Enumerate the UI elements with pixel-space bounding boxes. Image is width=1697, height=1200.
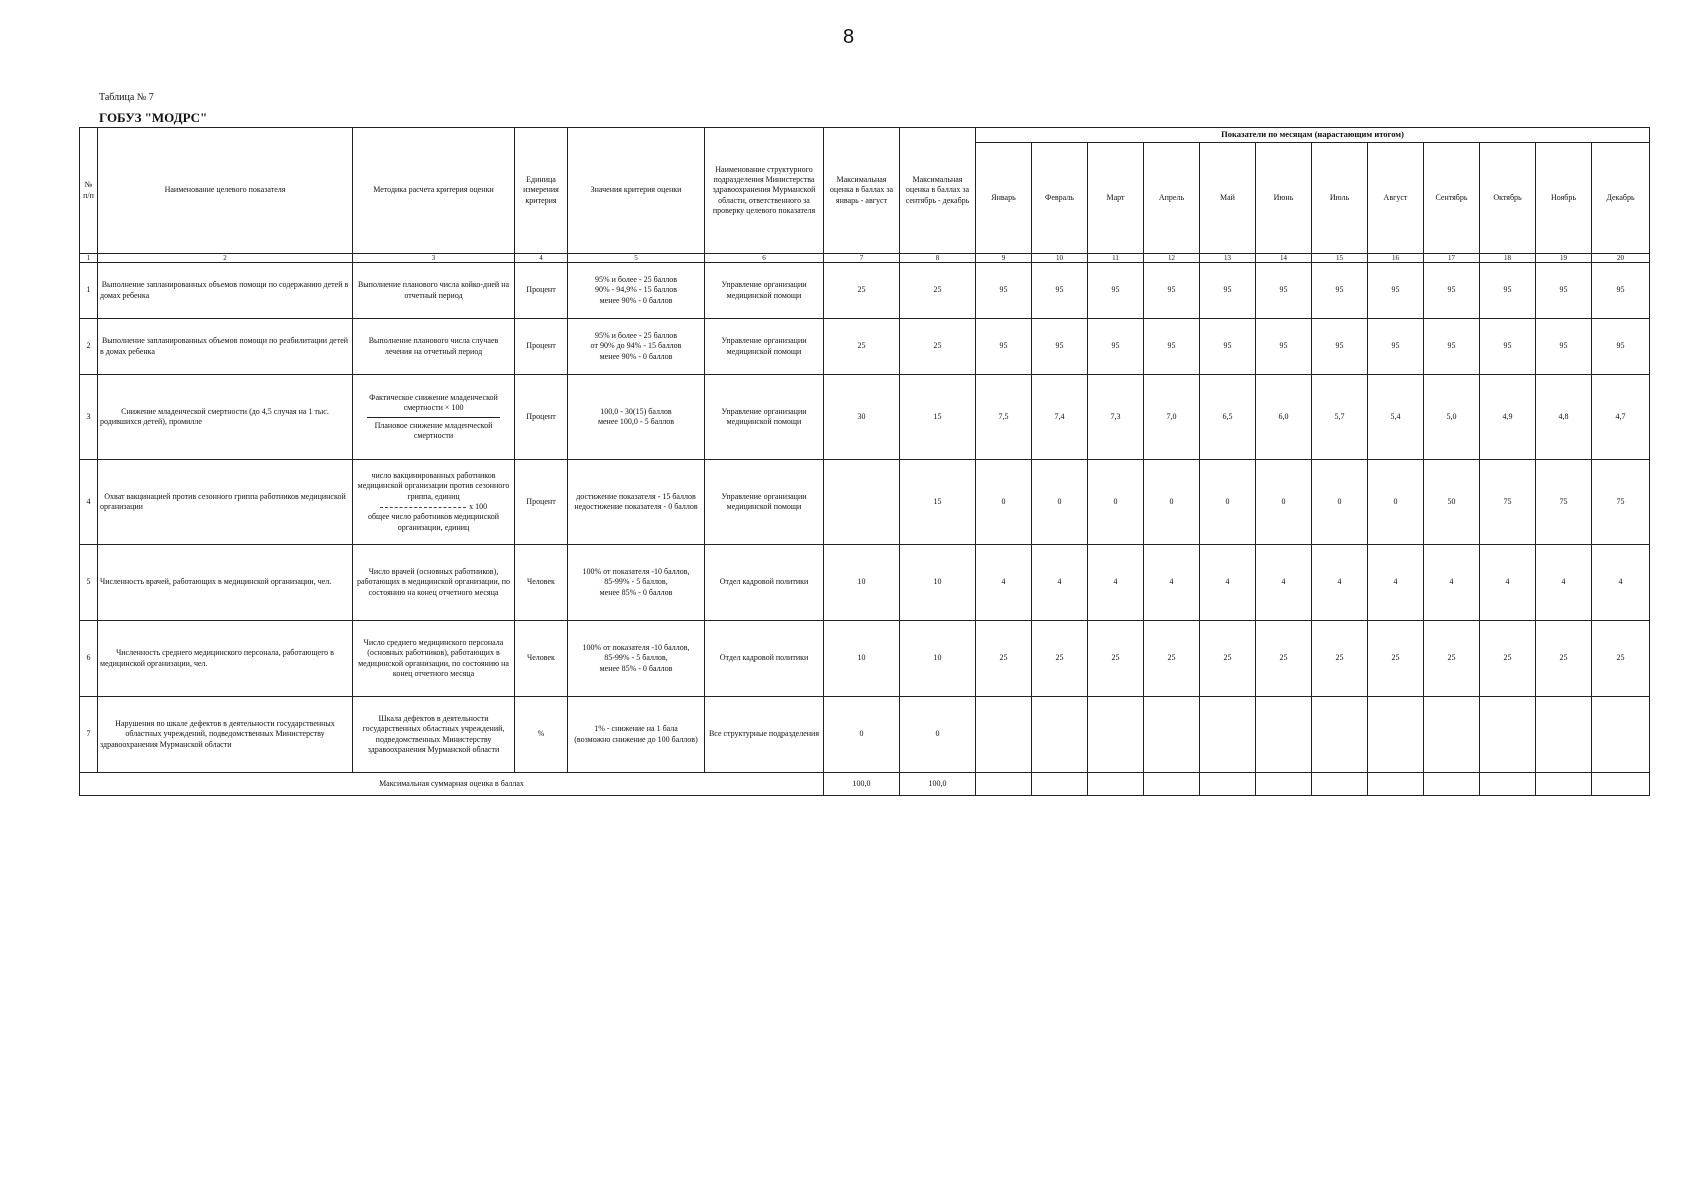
column-numbers-row bbox=[80, 254, 1650, 263]
month-value: 95 bbox=[1088, 319, 1144, 375]
month-value: 0 bbox=[1144, 460, 1200, 545]
method-denominator: Плановое снижение младенческой смертности bbox=[374, 420, 493, 440]
criteria-value-line: 95% и более - 25 баллов bbox=[594, 330, 678, 340]
indicator-name: Численность среднего медицинского персонала, работающего в медицинской организации, чел. bbox=[98, 621, 353, 697]
criteria-value-line: достижение показателя - 15 баллов bbox=[576, 491, 696, 501]
criteria-values bbox=[568, 697, 705, 773]
total-max-jan-aug: 100,0 bbox=[824, 773, 900, 796]
header-month: Сентябрь bbox=[1424, 143, 1480, 254]
month-value: 4 bbox=[1256, 545, 1312, 621]
table-row bbox=[80, 375, 1650, 460]
criteria-value-line: 1% - снижение на 1 бала bbox=[594, 724, 678, 734]
month-value: 7,3 bbox=[1088, 375, 1144, 460]
month-value: 75 bbox=[1592, 460, 1650, 545]
criteria-value-line: менее 85% - 0 баллов bbox=[599, 663, 673, 673]
month-value: 4,9 bbox=[1480, 375, 1536, 460]
max-score-sep-dec: 10 bbox=[900, 621, 976, 697]
max-score-sep-dec: 10 bbox=[900, 545, 976, 621]
total-month-cell bbox=[1088, 773, 1144, 796]
month-value: 4 bbox=[1144, 545, 1200, 621]
calculation-method: Число врачей (основных работников), работающих в медицинской организации, по состоянию на конец отчетного месяца bbox=[353, 545, 515, 621]
month-value: 0 bbox=[976, 460, 1032, 545]
table-row bbox=[80, 545, 1650, 621]
month-value: 95 bbox=[1592, 319, 1650, 375]
total-month-cell bbox=[1536, 773, 1592, 796]
criteria-value-line: менее 90% - 0 баллов bbox=[599, 295, 673, 305]
method-denominator: общее число работников медицинской организации, единиц bbox=[367, 512, 500, 532]
max-score-jan-aug: 10 bbox=[824, 545, 900, 621]
indicator-name: Охват вакцинацией против сезонного гриппа работников медицинской организации bbox=[98, 460, 353, 545]
criteria-value-line: недостижение показателя - 0 баллов bbox=[574, 502, 698, 511]
criteria-values bbox=[568, 545, 705, 621]
month-value: 25 bbox=[1368, 621, 1424, 697]
table-row bbox=[80, 319, 1650, 375]
month-value: 4 bbox=[1032, 545, 1088, 621]
method-numerator: число вакцинированных работников медицинской организации против сезонного гриппа, единиц bbox=[357, 470, 510, 501]
total-label: Максимальная суммарная оценка в баллах bbox=[80, 773, 824, 796]
total-month-cell bbox=[1144, 773, 1200, 796]
unit: Процент bbox=[515, 319, 568, 375]
unit: % bbox=[515, 697, 568, 773]
fraction-line bbox=[367, 417, 500, 418]
fraction-line bbox=[380, 507, 466, 508]
calculation-method: Шкала дефектов в деятельности государственных областных учреждений, подведомственных Министерству здравоохранения Мурманской области bbox=[353, 697, 515, 773]
column-number: 17 bbox=[1424, 254, 1480, 263]
header-dept: Наименование структурного подразделения Министерства здравоохранения Мурманской области, ответственного за проверку целевого показателя bbox=[705, 128, 824, 254]
indicator-name: Численность врачей, работающих в медицинской организации, чел. bbox=[98, 545, 353, 621]
month-value: 95 bbox=[1200, 319, 1256, 375]
month-value: 95 bbox=[1424, 263, 1480, 319]
criteria-values bbox=[568, 375, 705, 460]
criteria-value-line: 100% от показателя -10 баллов, bbox=[582, 566, 690, 576]
month-value: 5,0 bbox=[1424, 375, 1480, 460]
fraction-divider bbox=[355, 502, 512, 512]
month-value: 95 bbox=[1200, 263, 1256, 319]
criteria-value-line: (возможно снижение до 100 баллов) bbox=[574, 734, 698, 744]
month-value: 95 bbox=[1032, 319, 1088, 375]
indicator-name: Нарушения по шкале дефектов в деятельности государственных областных учреждений, подведомственных Министерству здравоохранения Мурманской области bbox=[98, 697, 353, 773]
table-row bbox=[80, 460, 1650, 545]
total-month-cell bbox=[1480, 773, 1536, 796]
month-value: 25 bbox=[1480, 621, 1536, 697]
column-number: 19 bbox=[1536, 254, 1592, 263]
month-value: 25 bbox=[1256, 621, 1312, 697]
header-values: Значения критерия оценки bbox=[568, 128, 705, 254]
month-value: 4 bbox=[1200, 545, 1256, 621]
criteria-values bbox=[568, 621, 705, 697]
month-value bbox=[1480, 697, 1536, 773]
organization-title: ГОБУЗ "МОДРС" bbox=[99, 110, 208, 125]
month-value: 95 bbox=[1312, 319, 1368, 375]
month-value: 4 bbox=[1368, 545, 1424, 621]
month-value: 95 bbox=[976, 319, 1032, 375]
month-value: 0 bbox=[1256, 460, 1312, 545]
row-number: 3 bbox=[80, 375, 98, 460]
month-value bbox=[1536, 697, 1592, 773]
total-month-cell bbox=[1256, 773, 1312, 796]
responsible-dept: Управление организации медицинской помощи bbox=[705, 319, 824, 375]
column-number: 13 bbox=[1200, 254, 1256, 263]
month-value: 7,5 bbox=[976, 375, 1032, 460]
month-value: 95 bbox=[1536, 319, 1592, 375]
criteria-value-line: менее 100,0 - 5 баллов bbox=[597, 417, 675, 426]
month-value: 4 bbox=[1088, 545, 1144, 621]
calculation-method bbox=[353, 460, 515, 545]
total-month-cell bbox=[1032, 773, 1088, 796]
total-month-cell bbox=[1312, 773, 1368, 796]
month-value bbox=[1032, 697, 1088, 773]
total-month-cell bbox=[1200, 773, 1256, 796]
month-value bbox=[1312, 697, 1368, 773]
criteria-value-line: 85-99% - 5 баллов, bbox=[604, 653, 668, 663]
responsible-dept: Управление организации медицинской помощи bbox=[705, 263, 824, 319]
month-value: 4,8 bbox=[1536, 375, 1592, 460]
month-value: 4 bbox=[1424, 545, 1480, 621]
month-value: 95 bbox=[1256, 263, 1312, 319]
column-number: 15 bbox=[1312, 254, 1368, 263]
column-number: 1 bbox=[80, 254, 98, 263]
month-value bbox=[1200, 697, 1256, 773]
table-row bbox=[80, 263, 1650, 319]
row-number: 4 bbox=[80, 460, 98, 545]
indicator-name: Выполнение запланированных объемов помощи по реабилитации детей в домах ребенка bbox=[98, 319, 353, 375]
month-value: 25 bbox=[1032, 621, 1088, 697]
header-month: Июнь bbox=[1256, 143, 1312, 254]
criteria-value-line: 95% и более - 25 баллов bbox=[594, 274, 678, 284]
column-number: 6 bbox=[705, 254, 824, 263]
month-value: 4 bbox=[1592, 545, 1650, 621]
month-value: 7,0 bbox=[1144, 375, 1200, 460]
month-value: 0 bbox=[1200, 460, 1256, 545]
header-month: Декабрь bbox=[1592, 143, 1650, 254]
month-value: 25 bbox=[1312, 621, 1368, 697]
calculation-method: Выполнение планового числа случаев лечения на отчетный период bbox=[353, 319, 515, 375]
row-number: 1 bbox=[80, 263, 98, 319]
month-value: 6,0 bbox=[1256, 375, 1312, 460]
month-value bbox=[976, 697, 1032, 773]
header-months-group: Показатели по месяцам (нарастающим итогом) bbox=[976, 128, 1650, 143]
calculation-method: Число среднего медицинского персонала (основных работников), работающих в медицинской организации, по состоянию на конец отчетного месяца bbox=[353, 621, 515, 697]
max-score-jan-aug: 25 bbox=[824, 263, 900, 319]
max-score-sep-dec: 0 bbox=[900, 697, 976, 773]
max-score-jan-aug: 0 bbox=[824, 697, 900, 773]
unit: Человек bbox=[515, 621, 568, 697]
unit: Процент bbox=[515, 263, 568, 319]
column-number: 2 bbox=[98, 254, 353, 263]
header-month: Май bbox=[1200, 143, 1256, 254]
column-number: 4 bbox=[515, 254, 568, 263]
month-value: 0 bbox=[1368, 460, 1424, 545]
month-value: 4 bbox=[1480, 545, 1536, 621]
month-value: 95 bbox=[1480, 263, 1536, 319]
month-value: 0 bbox=[1088, 460, 1144, 545]
header-month: Март bbox=[1088, 143, 1144, 254]
indicators-table bbox=[79, 127, 1650, 796]
month-value: 4 bbox=[976, 545, 1032, 621]
header-name: Наименование целевого показателя bbox=[98, 128, 353, 254]
month-value: 5,4 bbox=[1368, 375, 1424, 460]
max-score-sep-dec: 25 bbox=[900, 263, 976, 319]
month-value bbox=[1256, 697, 1312, 773]
method-multiplier: х 100 bbox=[469, 502, 488, 511]
header-max-jan-aug: Максимальная оценка в баллах за январь - август bbox=[824, 128, 900, 254]
month-value: 95 bbox=[1480, 319, 1536, 375]
column-number: 11 bbox=[1088, 254, 1144, 263]
max-score-sep-dec: 25 bbox=[900, 319, 976, 375]
max-score-sep-dec: 15 bbox=[900, 375, 976, 460]
indicator-name: Снижение младенческой смертности (до 4,5 случая на 1 тыс. родившихся детей), промилле bbox=[98, 375, 353, 460]
responsible-dept: Управление организации медицинской помощи bbox=[705, 375, 824, 460]
max-score-jan-aug: 10 bbox=[824, 621, 900, 697]
column-number: 16 bbox=[1368, 254, 1424, 263]
month-value: 0 bbox=[1312, 460, 1368, 545]
column-number: 3 bbox=[353, 254, 515, 263]
column-number: 20 bbox=[1592, 254, 1650, 263]
table-row bbox=[80, 697, 1650, 773]
header-month: Август bbox=[1368, 143, 1424, 254]
unit: Процент bbox=[515, 460, 568, 545]
month-value: 95 bbox=[1256, 319, 1312, 375]
row-number: 5 bbox=[80, 545, 98, 621]
criteria-value-line: менее 85% - 0 баллов bbox=[599, 587, 673, 597]
month-value: 95 bbox=[1088, 263, 1144, 319]
column-number: 9 bbox=[976, 254, 1032, 263]
header-month: Апрель bbox=[1144, 143, 1200, 254]
method-numerator: Фактическое снижение младенческой смертности × 100 bbox=[369, 392, 498, 413]
month-value: 95 bbox=[1312, 263, 1368, 319]
criteria-values bbox=[568, 263, 705, 319]
max-score-jan-aug bbox=[824, 460, 900, 545]
month-value: 4 bbox=[1312, 545, 1368, 621]
page-number: 8 bbox=[842, 26, 855, 48]
month-value bbox=[1088, 697, 1144, 773]
column-number: 14 bbox=[1256, 254, 1312, 263]
month-value: 5,7 bbox=[1312, 375, 1368, 460]
month-value: 75 bbox=[1536, 460, 1592, 545]
month-value: 95 bbox=[1368, 263, 1424, 319]
header-method: Методика расчета критерия оценки bbox=[353, 128, 515, 254]
column-number: 10 bbox=[1032, 254, 1088, 263]
header-row-group bbox=[80, 128, 1650, 143]
total-max-sep-dec: 100,0 bbox=[900, 773, 976, 796]
month-value: 95 bbox=[1424, 319, 1480, 375]
column-number: 18 bbox=[1480, 254, 1536, 263]
indicator-name: Выполнение запланированных объемов помощи по содержанию детей в домах ребенка bbox=[98, 263, 353, 319]
table-caption: Таблица № 7 bbox=[99, 92, 154, 103]
header-month: Ноябрь bbox=[1536, 143, 1592, 254]
header-max-sep-dec: Максимальная оценка в баллах за сентябрь - декабрь bbox=[900, 128, 976, 254]
row-number: 2 bbox=[80, 319, 98, 375]
month-value: 75 bbox=[1480, 460, 1536, 545]
month-value bbox=[1424, 697, 1480, 773]
month-value bbox=[1144, 697, 1200, 773]
month-value: 95 bbox=[1592, 263, 1650, 319]
month-value: 25 bbox=[976, 621, 1032, 697]
criteria-value-line: от 90% до 94% - 15 баллов bbox=[590, 341, 682, 351]
month-value: 95 bbox=[1536, 263, 1592, 319]
month-value: 4,7 bbox=[1592, 375, 1650, 460]
month-value bbox=[1368, 697, 1424, 773]
criteria-values bbox=[568, 460, 705, 545]
criteria-value-line: 85-99% - 5 баллов, bbox=[604, 577, 668, 587]
month-value: 25 bbox=[1536, 621, 1592, 697]
column-number: 12 bbox=[1144, 254, 1200, 263]
month-value: 25 bbox=[1088, 621, 1144, 697]
month-value: 0 bbox=[1032, 460, 1088, 545]
header-month: Февраль bbox=[1032, 143, 1088, 254]
unit: Человек bbox=[515, 545, 568, 621]
month-value: 25 bbox=[1200, 621, 1256, 697]
header-month: Июль bbox=[1312, 143, 1368, 254]
month-value: 95 bbox=[1032, 263, 1088, 319]
header-month: Январь bbox=[976, 143, 1032, 254]
criteria-value-line: менее 90% - 0 баллов bbox=[599, 351, 673, 361]
column-number: 7 bbox=[824, 254, 900, 263]
criteria-values bbox=[568, 319, 705, 375]
max-score-jan-aug: 25 bbox=[824, 319, 900, 375]
total-month-cell bbox=[1368, 773, 1424, 796]
total-month-cell bbox=[976, 773, 1032, 796]
responsible-dept: Отдел кадровой политики bbox=[705, 621, 824, 697]
month-value: 50 bbox=[1424, 460, 1480, 545]
month-value: 4 bbox=[1536, 545, 1592, 621]
month-value: 95 bbox=[976, 263, 1032, 319]
responsible-dept: Управление организации медицинской помощи bbox=[705, 460, 824, 545]
responsible-dept: Все структурные подразделения bbox=[705, 697, 824, 773]
column-number: 8 bbox=[900, 254, 976, 263]
table-row bbox=[80, 621, 1650, 697]
criteria-value-line: 100,0 - 30(15) баллов bbox=[600, 406, 672, 416]
criteria-value-line: 100% от показателя -10 баллов, bbox=[582, 642, 690, 652]
month-value: 95 bbox=[1368, 319, 1424, 375]
header-month: Октябрь bbox=[1480, 143, 1536, 254]
calculation-method: Выполнение планового числа койко-дней на отчетный период bbox=[353, 263, 515, 319]
total-month-cell bbox=[1592, 773, 1650, 796]
criteria-value-line: 90% - 94,9% - 15 баллов bbox=[594, 285, 678, 295]
header-num: № п/п bbox=[80, 128, 98, 254]
month-value: 25 bbox=[1144, 621, 1200, 697]
total-month-cell bbox=[1424, 773, 1480, 796]
month-value bbox=[1592, 697, 1650, 773]
row-number: 7 bbox=[80, 697, 98, 773]
responsible-dept: Отдел кадровой политики bbox=[705, 545, 824, 621]
row-number: 6 bbox=[80, 621, 98, 697]
month-value: 6,5 bbox=[1200, 375, 1256, 460]
max-score-jan-aug: 30 bbox=[824, 375, 900, 460]
calculation-method bbox=[353, 375, 515, 460]
unit: Процент bbox=[515, 375, 568, 460]
total-row bbox=[80, 773, 1650, 796]
month-value: 25 bbox=[1424, 621, 1480, 697]
month-value: 95 bbox=[1144, 319, 1200, 375]
column-number: 5 bbox=[568, 254, 705, 263]
header-unit: Единица измерения критерия bbox=[515, 128, 568, 254]
month-value: 7,4 bbox=[1032, 375, 1088, 460]
month-value: 25 bbox=[1592, 621, 1650, 697]
max-score-sep-dec: 15 bbox=[900, 460, 976, 545]
month-value: 95 bbox=[1144, 263, 1200, 319]
